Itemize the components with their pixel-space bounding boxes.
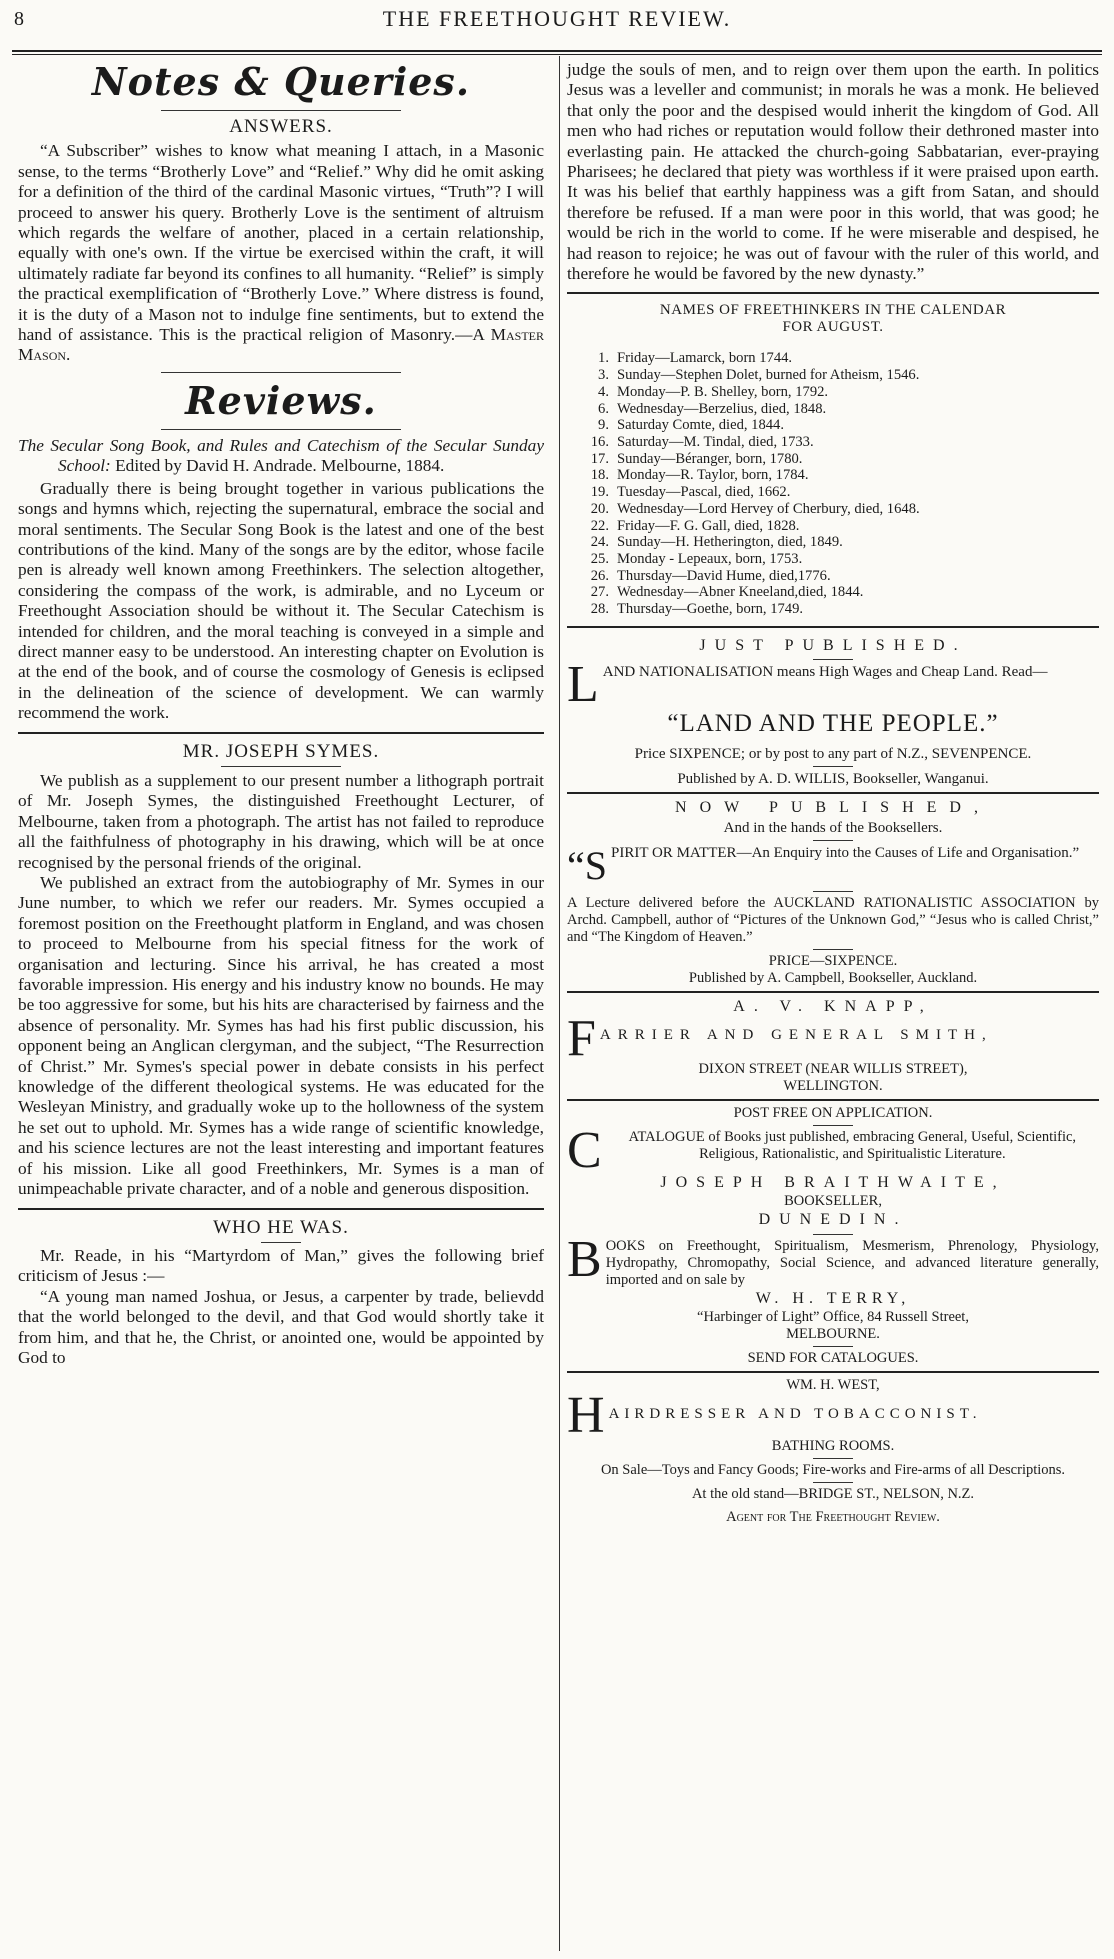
ad-knapp-address: DIXON STREET (NEAR WILLIS STREET),	[698, 1060, 968, 1077]
calendar-list	[587, 350, 1099, 617]
heading-rule	[221, 766, 341, 767]
ad-west-block	[567, 1387, 1099, 1445]
ad-braithwaite-city: DUNEDIN.	[758, 1211, 908, 1229]
ad-rule	[813, 1458, 853, 1459]
ad-knapp-city: WELLINGTON.	[783, 1077, 883, 1094]
review-book-reference	[18, 436, 544, 477]
ad-rule	[813, 659, 853, 660]
ad-books-line: OOKS on Freethought, Spiritualism, Mesmerism, Phrenology, Physiology, Hydropathy, Chromopathy, Social Science, and advanced literature generally, imported and on sale by	[605, 1237, 1099, 1288]
dropcap-h: H	[567, 1387, 605, 1445]
dropcap-b: B	[567, 1230, 602, 1288]
notes-queries-title: Notes & Queries.	[91, 59, 471, 104]
symes-heading: MR. JOSEPH SYMES.	[182, 740, 380, 762]
answers-heading: ANSWERS.	[229, 116, 333, 137]
calendar-heading-1: NAMES OF FREETHINKERS IN THE CALENDAR	[659, 302, 1007, 319]
page-number: 8	[14, 8, 24, 30]
ad-land-block	[567, 656, 1099, 714]
dropcap-f: F	[567, 1009, 596, 1067]
review-paragraph: Gradually there is being brought together in various publications the songs and hymns which, rejecting the supernatural, embrace the social and moral sentiments. The Secular Song Book is the latest and one of the best contributions of the kind. Many of the songs are by the editor, whose facile pen is already well known among Freethinkers. The selection altogether, considering the compass of the work, is admirable, and no Lyceum or Freethought Association should be without it. The Secular Catechism is intended for children, and the moral teaching is conveyed in a simple and direct manner easy to be understood. An interesting chapter on Evolution is at the end of the book, and of course the cosmology of Genesis is eclipsed in the delineation of the science of development. We can warmly recommend the work.	[18, 478, 544, 723]
ad-rule	[813, 766, 853, 767]
section-rule	[567, 292, 1099, 294]
answers-signature: A Master Mason.	[18, 325, 544, 365]
ad-rule	[813, 1234, 853, 1235]
reviews-title: Reviews.	[185, 377, 377, 423]
ad-spirit-text: A Lecture delivered before the AUCKLAND RATIONALISTIC ASSOCIATION by Archd. Campbell, author of “Pictures of the Unknown God,” “Jesus who is called Christ,” and “The Kingdom of Heaven.”	[567, 894, 1099, 945]
calendar-item: 16. Saturday—M. Tindal, died, 1733.	[590, 433, 814, 450]
ad-terry-city: MELBOURNE.	[786, 1326, 880, 1343]
ad-separator	[567, 991, 1099, 993]
review-book-title: The Secular Song Book, and Rules and Catechism of the Secular Sunday School:	[18, 435, 544, 476]
ad-rule	[813, 840, 853, 841]
answers-text: “A Subscriber” wishes to know what meaning I attach, in a Masonic sense, to the terms “Brotherly Love” and “Relief.” Why did he omit asking for a definition of the third of the cardinal Masonic virtues, “Truth”? I will proceed to answer his query. Brotherly Love is the sentiment of altruism which regards the welfare of another, placed in a certain relationship, equally with one's own. If the virtue be exercised within the craft, it will ultimately radiate far beyond its confines to all humanity. “Relief” is simply the practical exemplification of “Brotherly Love.” Where distress is found, it is the duty of a Mason not to indulge fine sentiments, but to extend the hand of assistance. This is the practical religion of Masonry.—	[18, 141, 544, 345]
dropcap-c: C	[567, 1121, 602, 1179]
ad-land-price: Price SIXPENCE; or by post to any part of N.Z., SEVENPENCE.	[634, 746, 1032, 763]
running-title: THE FREETHOUGHT REVIEW.	[382, 6, 732, 31]
who-continuation: judge the souls of men, and to reign over them upon the earth. In politics Jesus was a leveller and communist; in morals he was a monk. He believed that only the poor and the despised would inherit the kingdom of God. All men who had riches or reputation would follow their dethroned master into everlasting pain. He attacked the church-going Sabbatarian, ever-praying Pharisees; he declared that piety was worthless if it were praised upon earth. It was his belief that earthly happiness was a gift from Satan, and should therefore be refused. If a man were poor in this world, that was good; he would be rich in the world to come. If he were miserable and despised, he had reason to rejoice; he was out of favour with the ruler of this world, and therefore he would be favored by the new dynasty.”	[567, 60, 1099, 284]
calendar-item: 26. Thursday—David Hume, died,1776.	[590, 567, 831, 584]
symes-paragraph-2: We published an extract from the autobiography of Mr. Symes in our June number, to which we refer our readers. Mr. Symes occupied a foremost position on the Freethought platform in England, and was chosen to proceed to Melbourne from his special fitness for the work of organisation and lecturing. Since his arrival, he has created a most favorable impression. His energy and his industry know no bounds. He may be too aggressive for some, but his hits are characterised by fairness and the absence of personality. Mr. Symes has had his first public discussion, his opponent being an Anglican clergyman, and the subject, “The Resurrection of Christ.” Mr. Symes's special power in debate consists in his perfect knowledge of the different theological systems. He was educated for the Wesleyan Ministry, and gradually woke up to the hollowness of the system he set out to uphold. Mr. Symes has a wide range of scientific knowledge, and his science lectures are not the least interesting and important features of his mission. Like all good Freethinkers, Mr. Symes is a man of unimpeachable private character, and of a noble and generous disposition.	[18, 873, 544, 1199]
calendar-item: 17. Sunday—Béranger, born, 1780.	[590, 450, 803, 467]
symes-paragraph-1: We publish as a supplement to our present number a lithograph portrait of Mr. Joseph Symes, the distinguished Freethought Lecturer, of Melbourne, taken from a photograph. The artist has not failed to reproduce all the faithfulness of photography in his drawing, which will be at once recognised by the personal friends of the original.	[18, 770, 544, 872]
header-rule	[12, 50, 1102, 55]
ad-send-catalogues: SEND FOR CATALOGUES.	[747, 1350, 919, 1367]
column-divider	[559, 56, 560, 1951]
who-paragraph-1: Mr. Reade, in his “Martyrdom of Man,” gives the following brief criticism of Jesus :—	[18, 1245, 544, 1286]
section-rule	[161, 429, 401, 430]
ad-rule	[813, 891, 853, 892]
ad-spirit-block	[567, 844, 1099, 888]
section-rule	[18, 1208, 544, 1210]
ad-braithwaite-name: JOSEPH BRAITHWAITE,	[660, 1173, 1006, 1191]
calendar-item: 25. Monday - Lepeaux, born, 1753.	[590, 550, 803, 567]
heading-rule	[261, 1242, 301, 1243]
ad-land-publisher: Published by A. D. WILLIS, Bookseller, Wanganui.	[677, 771, 989, 788]
section-rule	[161, 372, 401, 373]
calendar-item: 6. Wednesday—Berzelius, died, 1848.	[598, 400, 827, 417]
ad-separator	[567, 1371, 1099, 1373]
ad-post-free: POST FREE ON APPLICATION.	[733, 1104, 933, 1121]
calendar-item: 27. Wednesday—Abner Kneeland,died, 1844.	[590, 584, 864, 601]
page-header	[10, 6, 1104, 34]
ad-catalogue-line: ATALOGUE of Books just published, embracing General, Useful, Scientific, Religious, Rationalistic, and Spiritualistic Literature.	[628, 1128, 1077, 1162]
ad-now-published: NOW PUBLISHED,	[675, 799, 991, 817]
ad-knapp-block	[567, 1009, 1099, 1067]
ad-terry-name: W. H. TERRY,	[755, 1289, 911, 1307]
who-heading: WHO HE WAS.	[213, 1216, 349, 1238]
calendar-item: 28. Thursday—Goethe, born, 1749.	[590, 601, 804, 618]
ad-knapp-name: A. V. KNAPP,	[733, 997, 933, 1015]
ad-books-block	[567, 1230, 1099, 1289]
right-column	[567, 60, 1099, 1526]
ad-west-sale: On Sale—Toys and Fancy Goods; Fire-works and Fire-arms of all Descriptions.	[600, 1462, 1066, 1479]
ad-land-line: AND NATIONALISATION means High Wages and Cheap Land. Read—	[602, 664, 1048, 681]
review-book-editor: Edited by David H. Andrade. Melbourne, 1884.	[110, 456, 445, 476]
calendar-item: 22. Friday—F. G. Gall, died, 1828.	[590, 517, 800, 534]
ad-terry-address: “Harbinger of Light” Office, 84 Russell Street,	[697, 1309, 969, 1326]
calendar-item: 18. Monday—R. Taylor, born, 1784.	[590, 467, 809, 484]
section-rule	[18, 732, 544, 734]
dropcap-l: L	[567, 656, 599, 714]
left-column	[18, 60, 544, 1368]
section-rule	[161, 110, 401, 111]
calendar-item: 9. Saturday Comte, died, 1844.	[598, 417, 784, 434]
ad-west-stand: At the old stand—BRIDGE ST., NELSON, N.Z.	[691, 1486, 975, 1503]
ad-west-name: WM. H. WEST,	[786, 1377, 880, 1394]
calendar-item: 3. Sunday—Stephen Dolet, burned for Atheism, 1546.	[598, 367, 920, 384]
ad-rule	[813, 1125, 853, 1126]
ad-spirit-price: PRICE—SIXPENCE.	[768, 952, 898, 969]
ad-rule	[813, 1346, 853, 1347]
ad-west-trade: AIRDRESSER AND TOBACCONIST.	[608, 1406, 982, 1423]
section-rule	[567, 626, 1099, 628]
ad-just-published: JUST PUBLISHED.	[699, 636, 967, 654]
ad-land-title: “LAND AND THE PEOPLE.”	[667, 710, 999, 738]
who-paragraph-2: “A young man named Joshua, or Jesus, a carpenter by trade, believdd that the world belonged to the devil, and that God would shortly take it from him, and that he, the Christ, or anointed one, would be appointed by God to	[18, 1286, 544, 1367]
ad-separator	[567, 1099, 1099, 1101]
calendar-item: 20. Wednesday—Lord Hervey of Cherbury, died, 1648.	[590, 500, 920, 517]
ad-catalogue-block	[567, 1121, 1099, 1179]
ad-spirit-publisher: Published by A. Campbell, Bookseller, Auckland.	[688, 969, 978, 986]
calendar-item: 19. Tuesday—Pascal, died, 1662.	[590, 484, 791, 501]
calendar-item: 24. Sunday—H. Hetherington, died, 1849.	[590, 534, 843, 551]
ad-braithwaite-trade: BOOKSELLER,	[784, 1193, 882, 1210]
ad-knapp-trade: ARRIER AND GENERAL SMITH,	[599, 1026, 993, 1043]
ad-west-bathing: BATHING ROOMS.	[771, 1438, 895, 1455]
dropcap-s: “S	[567, 842, 607, 888]
ad-spirit-line: PIRIT OR MATTER—An Enquiry into the Causes of Life and Organisation.”	[611, 844, 1080, 861]
answers-paragraph	[18, 141, 544, 365]
calendar-heading-2: FOR AUGUST.	[782, 319, 884, 336]
ad-west-agent: Agent for The Freethought Review.	[726, 1509, 940, 1526]
calendar-item: 1. Friday—Lamarck, born 1744.	[598, 350, 793, 367]
ad-separator	[567, 792, 1099, 794]
ad-rule	[813, 1482, 853, 1483]
ad-booksellers: And in the hands of the Booksellers.	[723, 819, 943, 836]
ad-rule	[813, 949, 853, 950]
calendar-item: 4. Monday—P. B. Shelley, born, 1792.	[598, 383, 829, 400]
